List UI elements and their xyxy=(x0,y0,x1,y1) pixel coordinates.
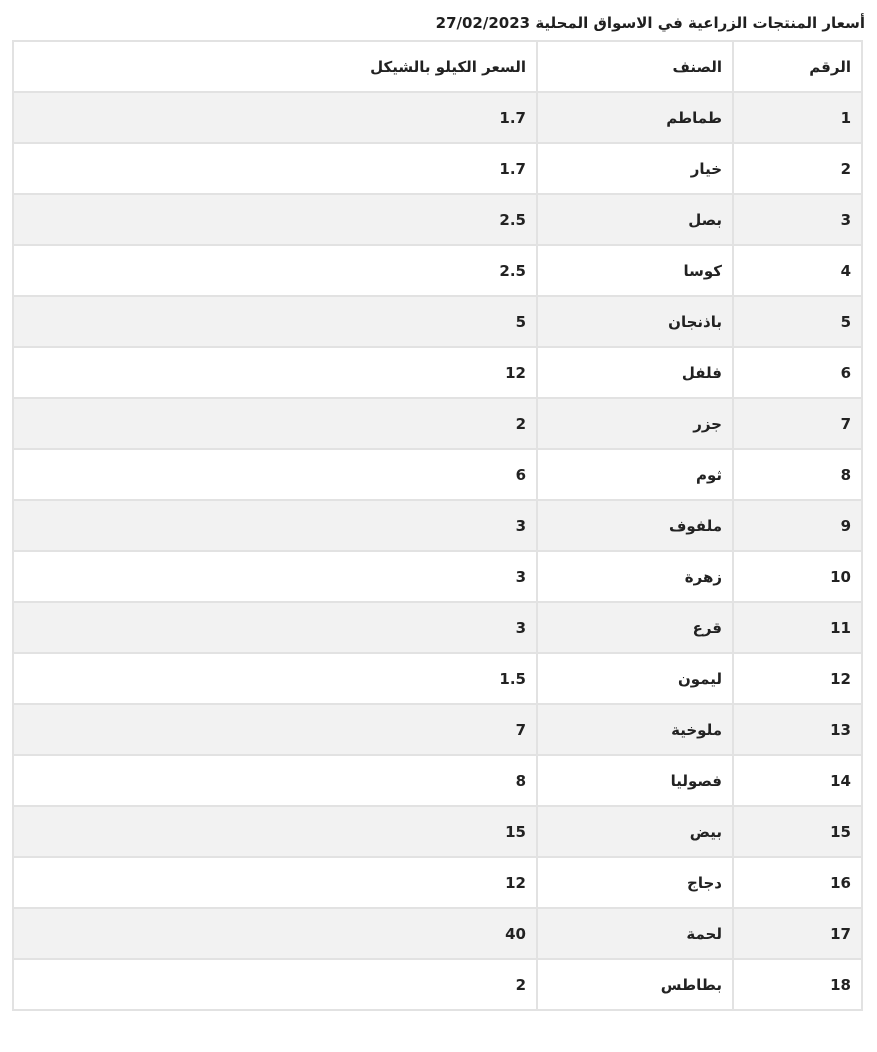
row-price: 1.7 xyxy=(13,92,537,143)
table-row xyxy=(13,398,862,449)
row-number: 5 xyxy=(733,296,862,347)
row-number: 14 xyxy=(733,755,862,806)
row-price: 2 xyxy=(13,959,537,1010)
row-price: 8 xyxy=(13,755,537,806)
table-body xyxy=(13,92,862,1010)
table-row xyxy=(13,602,862,653)
row-number: 2 xyxy=(733,143,862,194)
table-row xyxy=(13,245,862,296)
table-header xyxy=(13,41,862,92)
row-item: قرع xyxy=(537,602,733,653)
row-price: 1.5 xyxy=(13,653,537,704)
header-number: الرقم xyxy=(733,41,862,92)
row-item: ليمون xyxy=(537,653,733,704)
row-item: لحمة xyxy=(537,908,733,959)
row-item: زهرة xyxy=(537,551,733,602)
row-item: فلفل xyxy=(537,347,733,398)
header-row xyxy=(13,41,862,92)
row-price: 2.5 xyxy=(13,245,537,296)
table-row xyxy=(13,653,862,704)
table-row xyxy=(13,143,862,194)
row-item: ملوخية xyxy=(537,704,733,755)
row-item: ثوم xyxy=(537,449,733,500)
price-table xyxy=(12,40,863,1011)
row-number: 15 xyxy=(733,806,862,857)
row-number: 12 xyxy=(733,653,862,704)
table-row xyxy=(13,449,862,500)
row-price: 3 xyxy=(13,500,537,551)
table-row xyxy=(13,296,862,347)
row-price: 5 xyxy=(13,296,537,347)
row-price: 3 xyxy=(13,551,537,602)
table-row xyxy=(13,908,862,959)
table-row xyxy=(13,92,862,143)
row-item: بيض xyxy=(537,806,733,857)
row-number: 8 xyxy=(733,449,862,500)
row-item: جزر xyxy=(537,398,733,449)
row-number: 10 xyxy=(733,551,862,602)
row-price: 12 xyxy=(13,347,537,398)
row-item: ملفوف xyxy=(537,500,733,551)
header-price: السعر الكيلو بالشيكل xyxy=(13,41,537,92)
row-number: 18 xyxy=(733,959,862,1010)
row-number: 9 xyxy=(733,500,862,551)
header-item: الصنف xyxy=(537,41,733,92)
row-item: دجاج xyxy=(537,857,733,908)
row-number: 7 xyxy=(733,398,862,449)
row-price: 15 xyxy=(13,806,537,857)
row-number: 17 xyxy=(733,908,862,959)
row-number: 3 xyxy=(733,194,862,245)
row-number: 16 xyxy=(733,857,862,908)
row-item: باذنجان xyxy=(537,296,733,347)
row-item: بطاطس xyxy=(537,959,733,1010)
row-price: 40 xyxy=(13,908,537,959)
row-number: 4 xyxy=(733,245,862,296)
row-price: 7 xyxy=(13,704,537,755)
row-item: فصوليا xyxy=(537,755,733,806)
table-row xyxy=(13,347,862,398)
table-row xyxy=(13,194,862,245)
row-item: طماطم xyxy=(537,92,733,143)
table-row xyxy=(13,755,862,806)
table-row xyxy=(13,857,862,908)
row-item: خيار xyxy=(537,143,733,194)
row-item: بصل xyxy=(537,194,733,245)
row-number: 6 xyxy=(733,347,862,398)
table-row xyxy=(13,500,862,551)
row-number: 13 xyxy=(733,704,862,755)
row-price: 1.7 xyxy=(13,143,537,194)
table-row xyxy=(13,551,862,602)
table-row xyxy=(13,704,862,755)
row-price: 6 xyxy=(13,449,537,500)
row-price: 2 xyxy=(13,398,537,449)
row-price: 12 xyxy=(13,857,537,908)
row-item: كوسا xyxy=(537,245,733,296)
page-title: أسعار المنتجات الزراعية في الاسواق المحلية 27/02/2023 xyxy=(435,14,865,32)
table-row xyxy=(13,806,862,857)
row-number: 11 xyxy=(733,602,862,653)
row-number: 1 xyxy=(733,92,862,143)
table-row xyxy=(13,959,862,1010)
row-price: 2.5 xyxy=(13,194,537,245)
row-price: 3 xyxy=(13,602,537,653)
